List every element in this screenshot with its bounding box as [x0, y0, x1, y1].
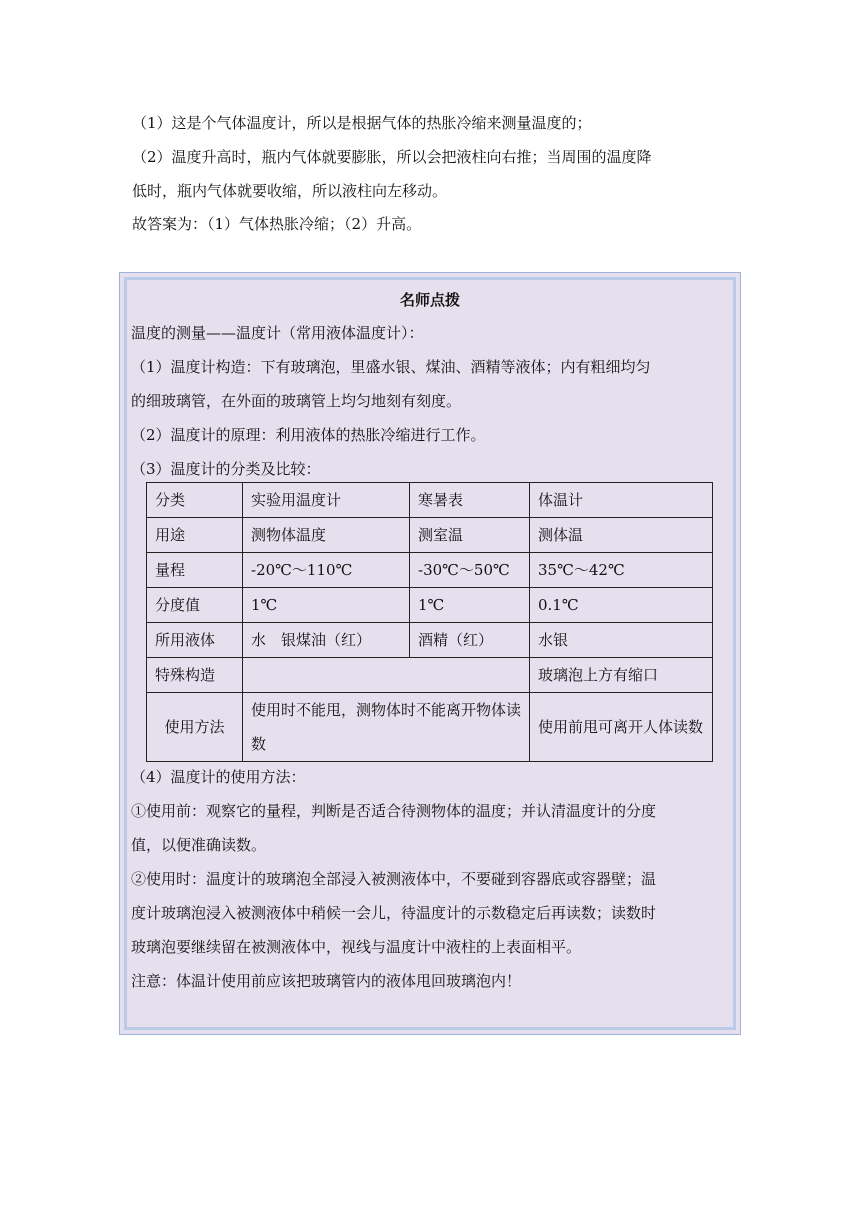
- table-row: [147, 693, 713, 762]
- table-cell: 寒暑表: [410, 483, 530, 518]
- table-row: [147, 483, 713, 518]
- answer-line-2a: （2）温度升高时，瓶内气体就要膨胀，所以会把液柱向右推；当周围的温度降: [132, 148, 652, 166]
- tip-usage-heading: （4）温度计的使用方法：: [131, 768, 306, 786]
- answer-summary: 故答案为：（1）气体热胀冷缩；（2）升高。: [132, 215, 422, 233]
- tip-note: 注意：体温计使用前应该把玻璃管内的液体甩回玻璃泡内！: [131, 972, 522, 990]
- tip-during-use-line-1: ②使用时：温度计的玻璃泡全部浸入被测液体中，不要碰到容器底或容器壁；温: [131, 870, 657, 888]
- table-cell: 1℃: [410, 588, 530, 623]
- table-cell: [243, 658, 530, 693]
- table-cell: 测体温: [530, 518, 713, 553]
- table-cell: 用途: [147, 518, 243, 553]
- table-cell: -30℃～50℃: [410, 553, 530, 588]
- answer-line-1: （1）这是个气体温度计，所以是根据气体的热胀冷缩来测量温度的；: [132, 114, 592, 132]
- table-cell: 使用前甩可离开人体读数: [530, 693, 713, 762]
- table-row: [147, 518, 713, 553]
- tip-principle: （2）温度计的原理：利用液体的热胀冷缩进行工作。: [131, 426, 486, 444]
- table-cell: 1℃: [243, 588, 410, 623]
- table-cell: 玻璃泡上方有缩口: [530, 658, 713, 693]
- table-cell: 所用液体: [147, 623, 243, 658]
- table-cell: 特殊构造: [147, 658, 243, 693]
- tip-intro: 温度的测量——温度计（常用液体温度计）：: [131, 324, 424, 342]
- table-cell: 水 银煤油（红）: [243, 623, 410, 658]
- table-cell: 测室温: [410, 518, 530, 553]
- table-row: [147, 588, 713, 623]
- thermometer-comparison-table: [146, 482, 713, 762]
- table-cell: 使用时不能甩，测物体时不能离开物体读数: [243, 693, 530, 762]
- table-row: [147, 623, 713, 658]
- table-cell: 35℃～42℃: [530, 553, 713, 588]
- table-cell: 实验用温度计: [243, 483, 410, 518]
- answer-line-2b: 低时，瓶内气体就要收缩，所以液柱向左移动。: [132, 182, 448, 200]
- table-row: [147, 553, 713, 588]
- tip-before-use-line-2: 值，以便准确读数。: [131, 836, 267, 854]
- table-cell: 酒精（红）: [410, 623, 530, 658]
- tip-classification-heading: （3）温度计的分类及比较：: [131, 460, 321, 478]
- tip-before-use-line-1: ①使用前：观察它的量程，判断是否适合待测物体的温度；并认清温度计的分度: [131, 802, 657, 820]
- table-cell: 0.1℃: [530, 588, 713, 623]
- table-cell: 分度值: [147, 588, 243, 623]
- tip-structure-line-1: （1）温度计构造：下有玻璃泡，里盛水银、煤油、酒精等液体；内有粗细均匀: [131, 358, 651, 376]
- tip-during-use-line-3: 玻璃泡要继续留在被测液体中，视线与温度计中液柱的上表面相平。: [131, 938, 582, 956]
- table-cell: 测物体温度: [243, 518, 410, 553]
- table-cell: 体温计: [530, 483, 713, 518]
- tip-during-use-line-2: 度计玻璃泡浸入被测液体中稍候一会儿，待温度计的示数稳定后再读数；读数时: [131, 904, 657, 922]
- table-cell: -20℃～110℃: [243, 553, 410, 588]
- table-row: [147, 658, 713, 693]
- tip-structure-line-2: 的细玻璃管，在外面的玻璃管上均匀地刻有刻度。: [131, 392, 462, 410]
- table-cell: 水银: [530, 623, 713, 658]
- table-cell: 分类: [147, 483, 243, 518]
- tip-box-title: 名师点拨: [399, 291, 460, 309]
- table-cell: 量程: [147, 553, 243, 588]
- table-cell: 使用方法: [147, 693, 243, 762]
